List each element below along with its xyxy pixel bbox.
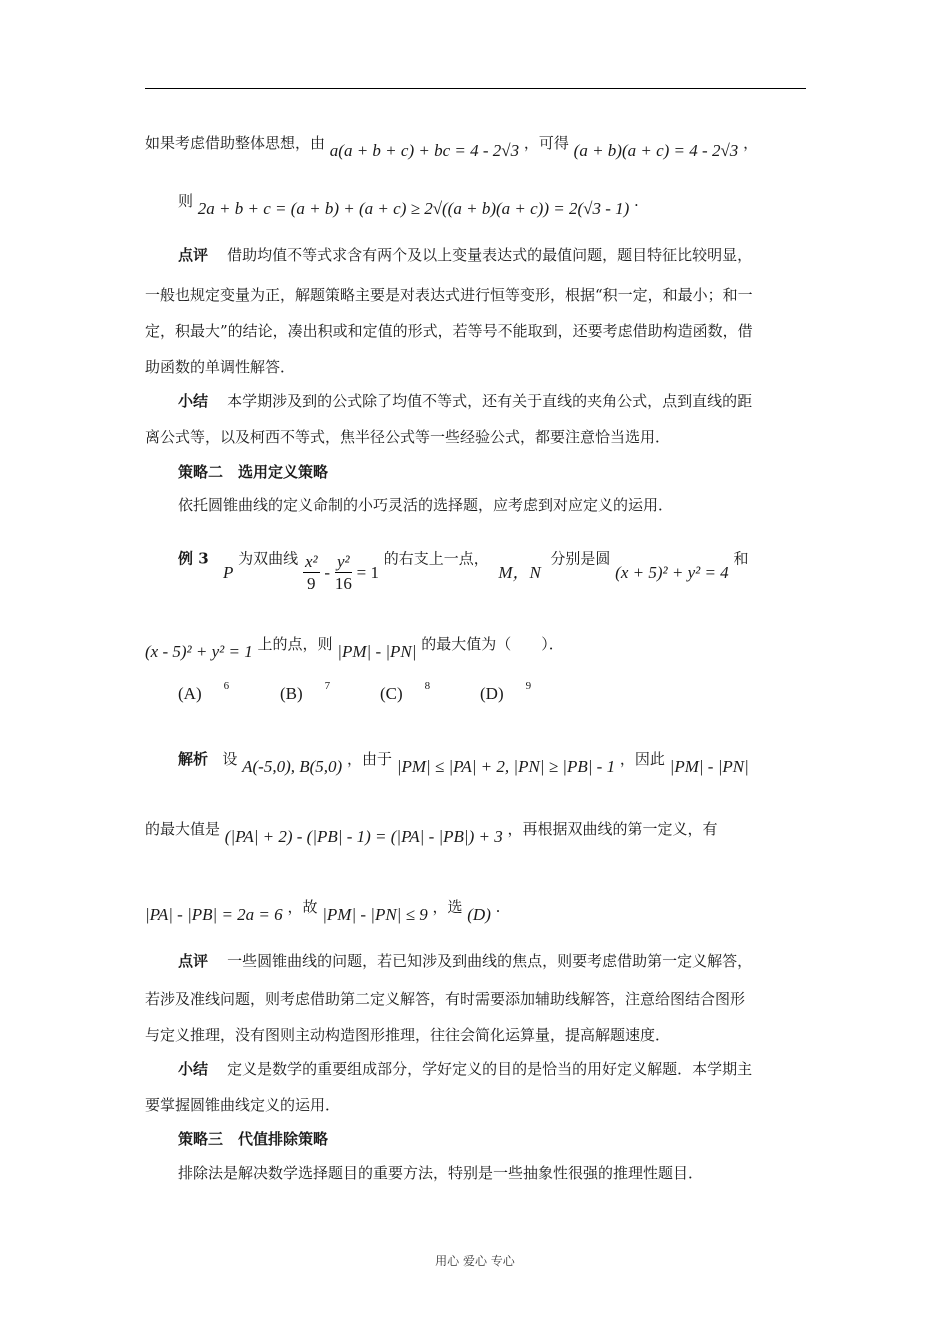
strategy-3-intro: 排除法是解决数学选择题目的重要方法，特别是一些抽象性很强的推理性题目． (178, 1164, 704, 1182)
math-expr: |PA| - |PB| = 2a = 6 (145, 905, 283, 924)
option-label: (D) (480, 684, 504, 703)
example-3-line-1 (178, 538, 749, 593)
text: 如果考虑借助整体思想，由 (145, 134, 326, 152)
option-value: 6 (223, 680, 230, 692)
solution-line-2 (145, 818, 718, 846)
summary-2-line-2: 要掌握圆锥曲线定义的运用． (145, 1096, 341, 1114)
text: 的右支上一点， (383, 549, 489, 568)
summary-label: 小结 (178, 392, 209, 410)
option-label: (B) (280, 684, 303, 703)
math-expr: (x - 5)² + y² = 1 (145, 642, 253, 661)
text: 设 (222, 750, 238, 768)
comment-2-line-2: 若涉及准线问题，则考虑借助第二定义解答，有时需要添加辅助线解答，注意给图结合图形 (145, 990, 746, 1008)
example-label: 例 3 (178, 549, 209, 568)
math-vars: M，N (498, 562, 541, 582)
comment-1-line-1 (178, 244, 752, 265)
text: ，因此 (619, 750, 665, 768)
math-var: P (222, 562, 234, 582)
math-expr: (x + 5)² + y² = 4 (615, 562, 729, 582)
option-value: 8 (424, 680, 431, 692)
solution-label: 解析 (178, 750, 209, 768)
comment-1-line-4: 助函数的单调性解答． (145, 358, 296, 376)
summary-label: 小结 (178, 1060, 209, 1078)
text: ， (743, 134, 759, 152)
paragraph-1 (145, 132, 759, 160)
text: . (495, 898, 501, 916)
math-expr: = 1 (356, 562, 379, 582)
text: ，故 (287, 898, 318, 916)
example-3-line-2 (145, 633, 564, 661)
math-expr: |PM| - |PN| ≤ 9 (322, 905, 428, 924)
text: 为双曲线 (238, 549, 299, 568)
text: 和 (733, 549, 749, 568)
text: ，选 (432, 898, 463, 916)
math-expr: (D) (467, 905, 491, 924)
text: 一些圆锥曲线的问题，若已知涉及到曲线的焦点，则要考虑借助第一定义解答， (227, 952, 753, 970)
summary-2-line-1 (178, 1058, 752, 1079)
math-expr: a(a + b + c) + bc = 4 - 2√3 (329, 141, 520, 160)
page-footer: 用心 爱心 专心 (435, 1254, 515, 1268)
option-a[interactable] (178, 680, 230, 704)
math-expr: 2a + b + c = (a + b) + (a + c) ≥ 2√((a + b)(a + c)) = 2(√3 - 1) (197, 199, 630, 218)
strategy-2-intro: 依托圆锥曲线的定义命制的小巧灵活的选择题，应考虑到对应定义的运用． (178, 496, 674, 514)
fraction-y2-over-16: $\frac{\text{y²}}{16}$ (334, 552, 352, 593)
option-value: 7 (324, 680, 331, 692)
math-op: - (324, 562, 331, 582)
text: 本学期涉及到的公式除了均值不等式，还有关于直线的夹角公式，点到直线的距 (227, 392, 753, 410)
text: ，再根据双曲线的第一定义，有 (507, 820, 718, 838)
comment-1-line-2: 一般也规定变量为正，解题策略主要是对表达式进行恒等变形，根据“积一定，和最小；和一 (145, 286, 753, 304)
option-label: (A) (178, 684, 202, 703)
option-d[interactable] (480, 680, 532, 704)
paragraph-2 (178, 190, 639, 218)
math-expr: |PM| - |PN| (337, 642, 417, 661)
fraction-x2-over-9: $\frac{\text{x²}}{9}$ (304, 552, 318, 593)
solution-line-1 (178, 748, 749, 776)
strategy-3-title: 策略三 代值排除策略 (178, 1130, 329, 1148)
strategy-2-title: 策略二 选用定义策略 (178, 463, 329, 481)
comment-2-line-3: 与定义推理，没有图则主动构造图形推理，往往会简化运算量，提高解题速度． (145, 1026, 671, 1044)
option-c[interactable] (380, 680, 431, 704)
math-expr: A(-5,0), B(5,0) (242, 757, 343, 776)
text: 的最大值为（ ）． (421, 635, 564, 653)
text: 定义是数学的重要组成部分，学好定义的目的是恰当的用好定义解题．本学期主 (227, 1060, 753, 1078)
summary-1-line-2: 离公式等，以及柯西不等式，焦半径公式等一些经验公式，都要注意恰当选用． (145, 428, 671, 446)
text: 的最大值是 (145, 820, 221, 838)
text: . (634, 192, 639, 210)
math-expr: (a + b)(a + c) = 4 - 2√3 (573, 141, 739, 160)
text: 则 (178, 192, 194, 210)
text: 借助均值不等式求含有两个及以上变量表达式的最值问题，题目特征比较明显， (227, 246, 753, 264)
text: 上的点，则 (257, 635, 333, 653)
comment-1-line-3: 定，积最大”的结论，凑出积或和定值的形式，若等号不能取到，还要考虑借助构造函数，借 (145, 322, 753, 340)
solution-line-3 (145, 896, 501, 924)
text: ，可得 (523, 134, 569, 152)
math-expr: |PM| ≤ |PA| + 2, |PN| ≥ |PB| - 1 (396, 757, 616, 776)
text: ，由于 (346, 750, 392, 768)
math-expr: |PM| - |PN| (669, 757, 749, 776)
comment-2-line-1 (178, 950, 752, 971)
comment-label: 点评 (178, 952, 209, 970)
comment-label: 点评 (178, 246, 209, 264)
summary-1-line-1 (178, 390, 752, 411)
option-b[interactable] (280, 680, 331, 704)
option-value: 9 (525, 680, 532, 692)
math-expr: (|PA| + 2) - (|PB| - 1) = (|PA| - |PB|) + 3 (224, 827, 503, 846)
header-rule (145, 88, 806, 89)
option-label: (C) (380, 684, 403, 703)
text: 分别是圆 (550, 549, 611, 568)
